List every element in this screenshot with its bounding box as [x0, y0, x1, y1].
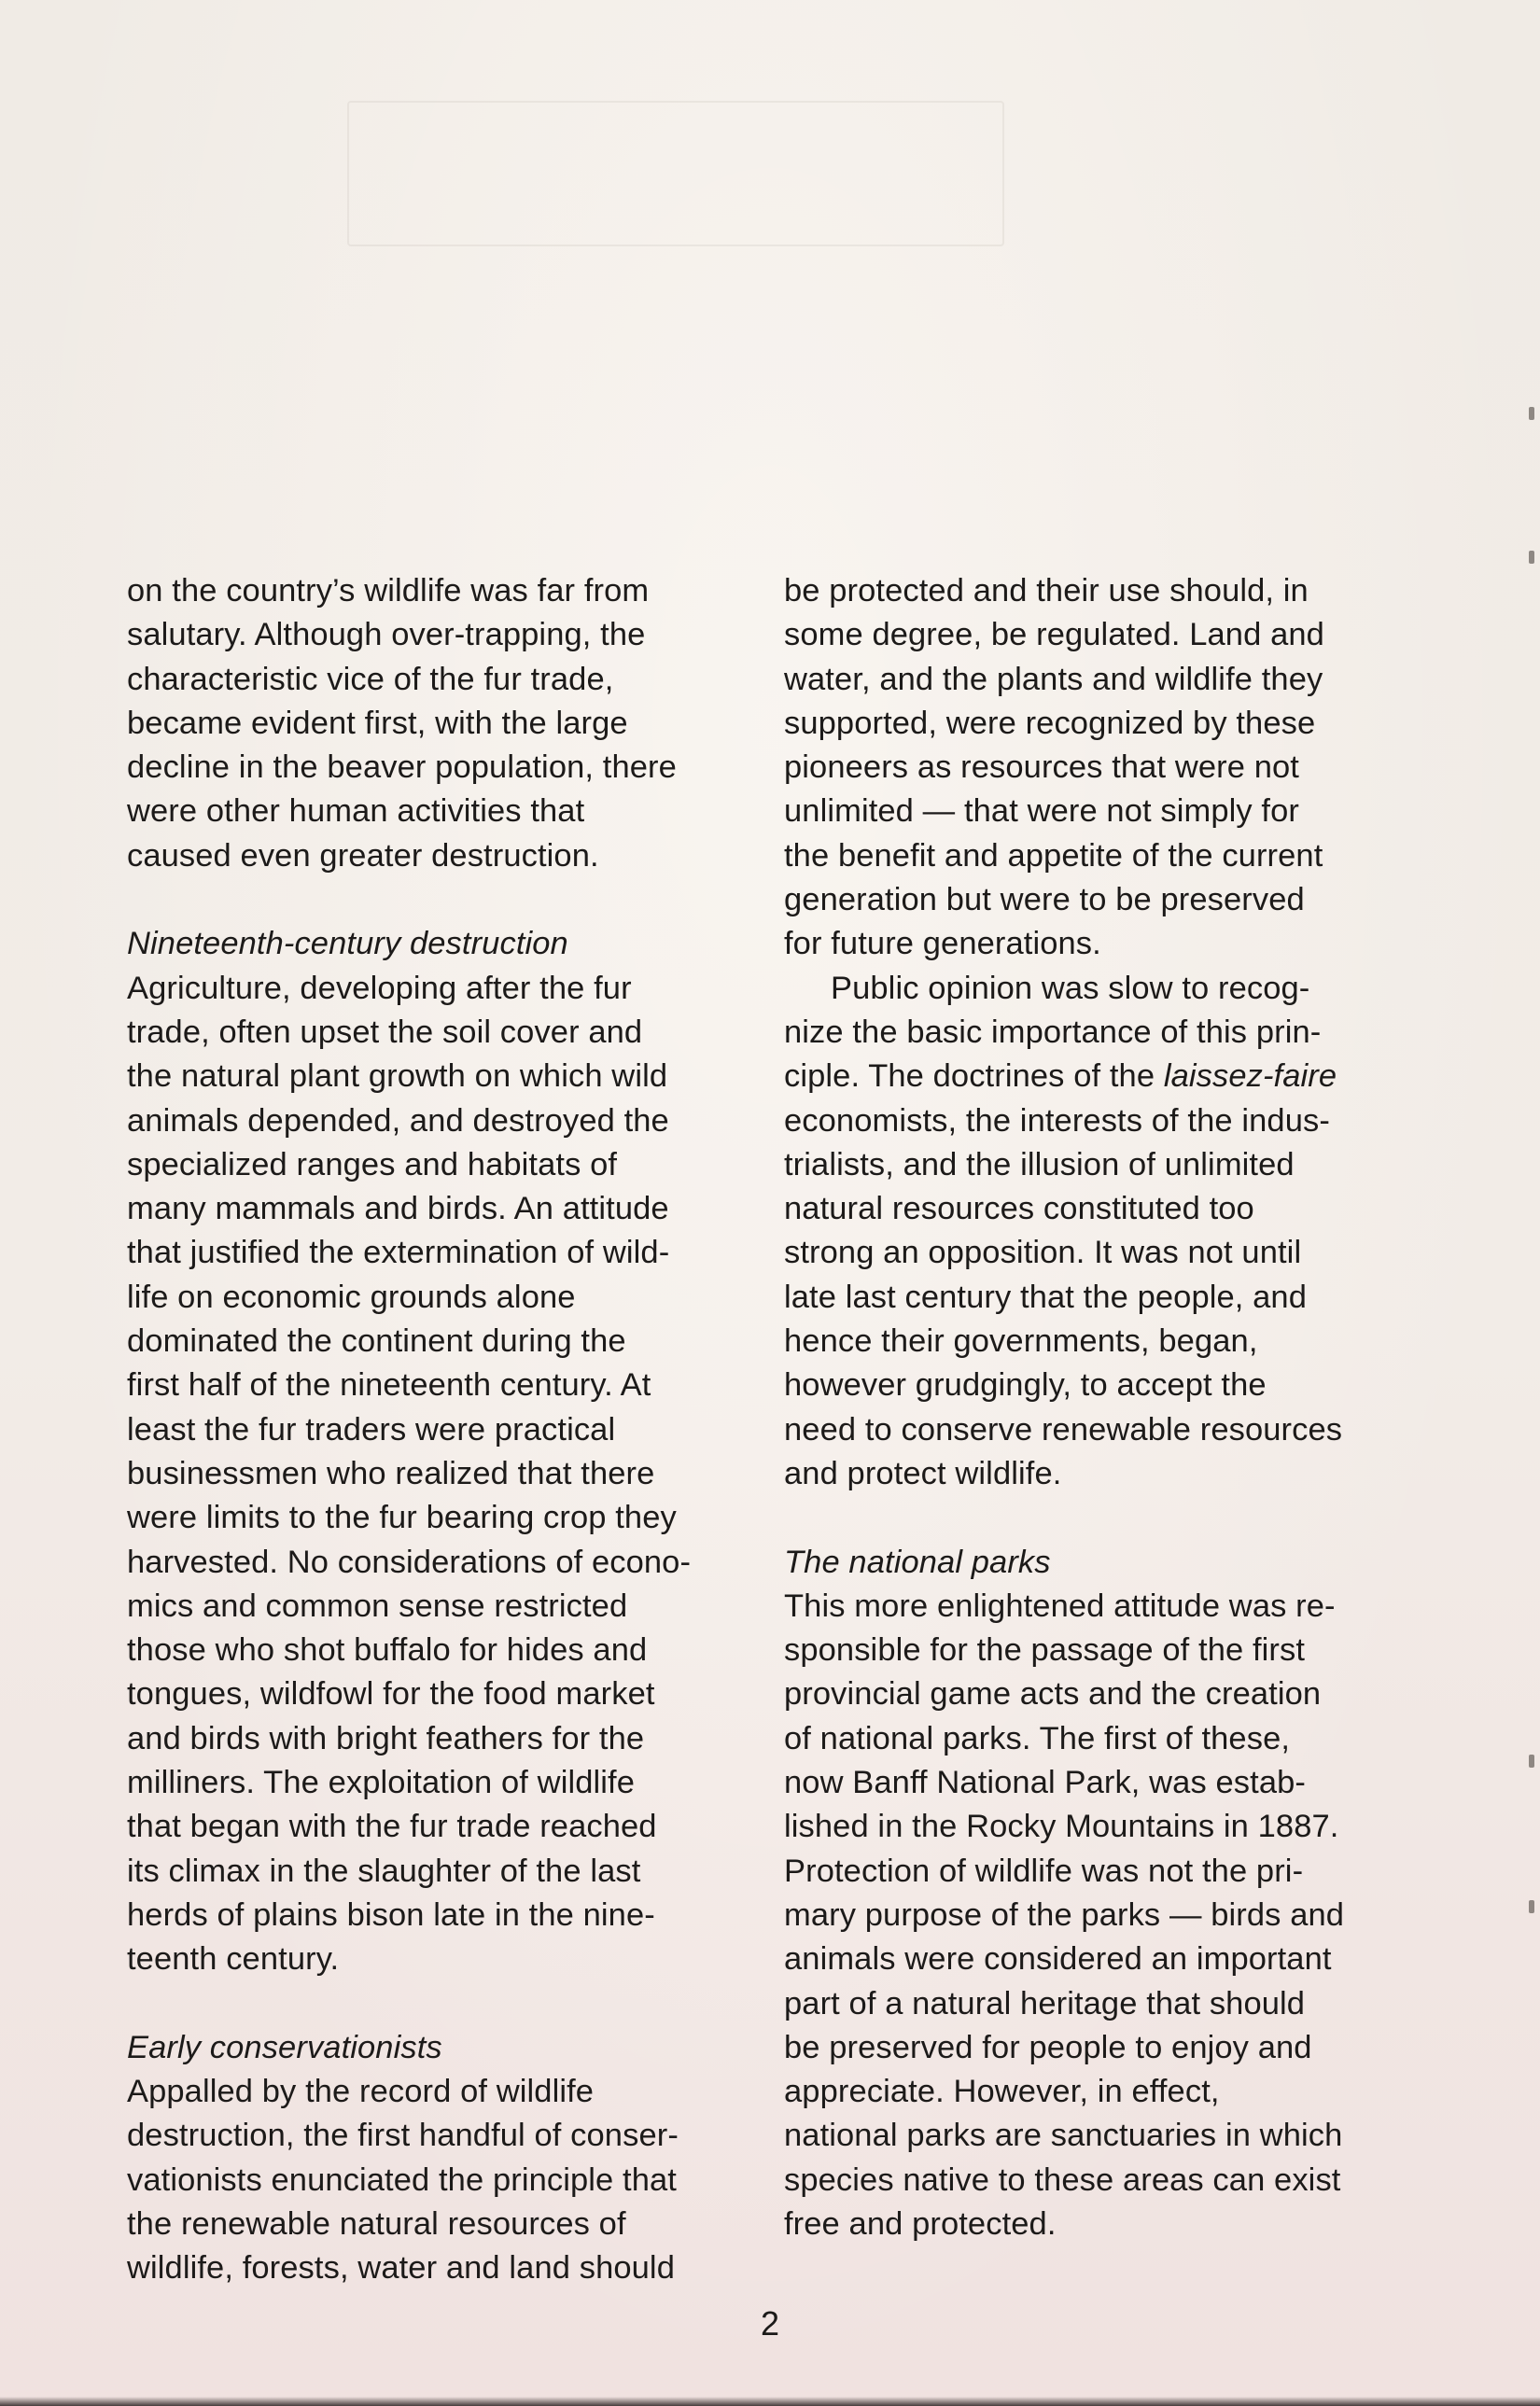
text-line: life on economic grounds alone [127, 1279, 576, 1315]
text-line: businessmen who realized that there [127, 1455, 655, 1491]
text-line: national parks are sanctuaries in which [784, 2118, 1343, 2154]
text-line: many mammals and birds. An attitude [127, 1191, 669, 1227]
page-bottom-edge [0, 2397, 1540, 2406]
text-line: decline in the beaver population, there [127, 749, 677, 786]
text-line [784, 1055, 1419, 1098]
text-line: animals depended, and destroyed the [127, 1102, 669, 1139]
text-line: specialized ranges and habitats of [127, 1146, 618, 1182]
text-line: herds of plains bison late in the nine- [127, 1896, 655, 1933]
text-line: wildlife, forests, water and land should [127, 2250, 675, 2287]
section-heading: Nineteenth-century destruction [127, 926, 568, 962]
text-line: some degree, be regulated. Land and [784, 617, 1324, 653]
text-line: tongues, wildfowl for the food market [127, 1676, 655, 1713]
text-line: provincial game acts and the creation [784, 1676, 1322, 1713]
text-line: the natural plant growth on which wild [127, 1058, 668, 1095]
text-line: caused even greater destruction. [127, 837, 599, 874]
text-line: Public opinion was slow to recog- [831, 970, 1310, 1006]
text-line: supported, were recognized by these [784, 705, 1316, 741]
text-line: those who shot buffalo for hides and [127, 1632, 648, 1669]
text-line: trialists, and the illusion of unlimited [784, 1146, 1295, 1182]
text-line: mics and common sense restricted [127, 1588, 628, 1624]
text-line: pioneers as resources that were not [784, 749, 1299, 786]
text-line: characteristic vice of the fur trade, [127, 661, 614, 697]
text-line: became evident first, with the large [127, 705, 628, 741]
text-line: the benefit and appetite of the current [784, 837, 1323, 874]
text-line: and birds with bright feathers for the [127, 1720, 645, 1756]
text-line: free and protected. [784, 2205, 1057, 2242]
paragraph-gap [784, 1496, 1419, 1540]
text-line: however grudgingly, to accept the [784, 1367, 1267, 1404]
right-column [784, 569, 1419, 2246]
text-line: salutary. Although over-trapping, the [127, 617, 646, 653]
edge-mark [1529, 1900, 1534, 1913]
text-line: sponsible for the passage of the first [784, 1632, 1306, 1669]
edge-mark [1529, 1755, 1534, 1768]
text-line: lished in the Rocky Mountains in 1887. [784, 1809, 1339, 1845]
text-line: natural resources constituted too [784, 1191, 1254, 1227]
italic-term: laissez-faire [1163, 1058, 1337, 1095]
edge-mark [1529, 551, 1534, 564]
text-line: be preserved for people to enjoy and [784, 2029, 1312, 2065]
text-line: that began with the fur trade reached [127, 1809, 657, 1845]
section-heading: Early conservationists [127, 2029, 442, 2065]
text-line: destruction, the first handful of conser- [127, 2118, 679, 2154]
text-line: milliners. The exploitation of wildlife [127, 1765, 636, 1801]
text-line: Protection of wildlife was not the pri- [784, 1853, 1304, 1889]
text-line: mary purpose of the parks — birds and [784, 1896, 1345, 1933]
text-line: nize the basic importance of this prin- [784, 1014, 1322, 1050]
text-line: generation but were to be preserved [784, 882, 1305, 918]
text-line: vationists enunciated the principle that [127, 2161, 677, 2198]
text-line: water, and the plants and wildlife they [784, 661, 1323, 697]
text-line: unlimited — that were not simply for [784, 793, 1299, 830]
page-number: 2 [760, 2304, 780, 2343]
text-line: teenth century. [127, 1941, 340, 1978]
paragraph-gap [127, 1982, 762, 2026]
text-line: dominated the continent during the [127, 1323, 626, 1360]
text-line: harvested. No considerations of econo- [127, 1544, 692, 1580]
faded-stamp-impression [347, 101, 1004, 246]
text-line: were limits to the fur bearing crop they [127, 1500, 677, 1536]
text-line: economists, the interests of the indus- [784, 1102, 1330, 1139]
text-line: least the fur traders were practical [127, 1411, 616, 1448]
section-heading: The national parks [784, 1544, 1051, 1580]
text-line: be protected and their use should, in [784, 573, 1309, 608]
text-line: Agriculture, developing after the fur [127, 970, 632, 1006]
text-line: now Banff National Park, was estab- [784, 1765, 1306, 1801]
text-line: trade, often upset the soil cover and [127, 1014, 643, 1050]
text-line: hence their governments, began, [784, 1323, 1258, 1360]
text-line: Appalled by the record of wildlife [127, 2074, 595, 2110]
text-line: for future generations. [784, 926, 1101, 962]
text-line: animals were considered an important [784, 1941, 1332, 1978]
text-line: part of a natural heritage that should [784, 1985, 1306, 2021]
paragraph-gap [127, 878, 762, 922]
text-line: first half of the nineteenth century. At [127, 1367, 651, 1404]
text-line: the renewable natural resources of [127, 2205, 626, 2242]
text-line: and protect wildlife. [784, 1455, 1062, 1491]
text-segment: ciple. The doctrines of the [784, 1058, 1164, 1095]
text-line: late last century that the people, and [784, 1279, 1308, 1315]
text-line: its climax in the slaughter of the last [127, 1853, 641, 1889]
left-column [127, 569, 762, 2291]
text-line: need to conserve renewable resources [784, 1411, 1343, 1448]
text-line: appreciate. However, in effect, [784, 2074, 1220, 2110]
text-line: that justified the extermination of wild- [127, 1235, 670, 1271]
text-line: on the country’s wildlife was far from [127, 573, 650, 608]
edge-mark [1529, 407, 1534, 420]
text-line: This more enlightened attitude was re- [784, 1588, 1336, 1624]
text-line: species native to these areas can exist [784, 2161, 1341, 2198]
text-line: were other human activities that [127, 793, 585, 830]
text-line: strong an opposition. It was not until [784, 1235, 1302, 1271]
text-line: of national parks. The first of these, [784, 1720, 1291, 1756]
